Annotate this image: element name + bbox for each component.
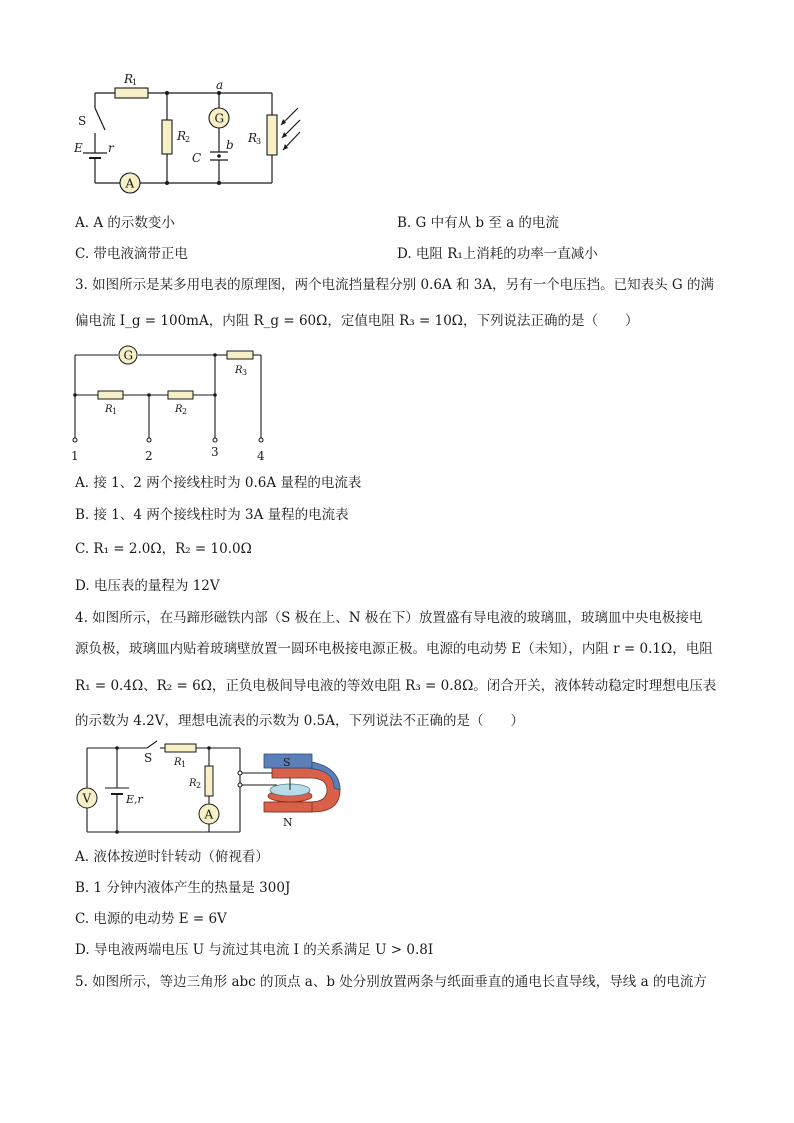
q3-label-r3-sub: 3 <box>242 368 248 377</box>
q3-label-r1-sub: 1 <box>112 407 118 416</box>
q2-resistor-r3 <box>267 115 277 155</box>
q4-stem-line4: 的示数为 4.2V，理想电流表的示数为 0.5A，下列说法不正确的是（ ） <box>75 713 525 729</box>
q4-option-a: A. 液体按逆时针转动（俯视看） <box>75 849 269 865</box>
q2-label-r1: R <box>124 72 134 86</box>
q3-resistor-r2 <box>168 391 193 399</box>
q2-label-b: b <box>226 138 234 152</box>
q3-label-r1: R <box>105 404 113 415</box>
q4-option-d: D. 导电液两端电压 U 与流过其电流 I 的关系满足 U > 0.8I <box>75 942 434 958</box>
q2-option-a: A. A 的示数变小 <box>75 215 175 231</box>
q2-label-r2-sub: 2 <box>185 135 191 144</box>
q3-resistor-r1 <box>98 391 123 399</box>
q3-terminal-1: 1 <box>71 449 79 463</box>
q4-horseshoe-magnet <box>264 754 340 812</box>
q3-terminal-4: 4 <box>257 449 265 463</box>
q3-option-c: C. R₁ = 2.0Ω，R₂ = 10.0Ω <box>75 541 252 557</box>
q3-terminal-2: 2 <box>145 449 153 463</box>
q2-label-r: r <box>108 141 114 155</box>
q4-label-r1: R <box>174 757 182 768</box>
q2-label-e: E <box>74 141 83 155</box>
q2-label-s: S <box>78 114 87 128</box>
q3-circuit-figure <box>65 340 275 465</box>
q4-label-magnet-n: N <box>283 816 293 829</box>
q2-label-ammeter: A <box>125 176 135 191</box>
q2-option-c: C. 带电液滴带正电 <box>75 246 188 262</box>
q2-option-b: B. G 中有从 b 至 a 的电流 <box>397 215 559 231</box>
q3-label-r2-sub: 2 <box>182 407 188 416</box>
q3-stem-line1: 3. 如图所示是某多用电表的原理图，两个电流挡量程分别 0.6A 和 3A，另有一个电压挡。已知表头 G 的满 <box>75 277 714 293</box>
q3-label-g: G <box>123 348 134 363</box>
q3-resistor-r3 <box>227 351 253 359</box>
q4-magnet-circuit-figure <box>72 738 342 838</box>
q3-option-d: D. 电压表的量程为 12V <box>75 578 220 594</box>
q2-label-r2: R <box>177 129 187 143</box>
q4-label-a: A <box>204 807 214 822</box>
q4-stem-line1: 4. 如图所示，在马蹄形磁铁内部（S 极在上、N 极在下）放置盛有导电液的玻璃皿，玻璃皿中央电极接电 <box>75 610 703 626</box>
q3-option-b: B. 接 1、4 两个接线柱时为 3A 量程的电流表 <box>75 507 349 523</box>
q4-label-r2-sub: 2 <box>196 781 202 790</box>
q4-option-b: B. 1 分钟内液体产生的热量是 300J <box>75 880 291 896</box>
q2-circuit-figure <box>70 70 310 195</box>
q4-label-er: E,r <box>126 793 143 806</box>
q2-label-a: a <box>216 78 224 92</box>
q3-option-a: A. 接 1、2 两个接线柱时为 0.6A 量程的电流表 <box>75 475 362 491</box>
q4-label-r2: R <box>189 778 197 789</box>
q2-label-c: C <box>192 151 202 165</box>
q4-stem-line2: 源负极，玻璃皿内贴着玻璃壁放置一圆环电极接电源正极。电源的电动势 E（未知），内阻 r = 0.1Ω，电阻 <box>75 641 713 657</box>
q3-stem-line2: 偏电流 I_g = 100mA，内阻 R_g = 60Ω，定值电阻 R₃ = 10Ω，下列说法正确的是（ ） <box>75 313 639 329</box>
q2-label-r3: R <box>248 131 258 145</box>
q2-option-d: D. 电阻 R₁上消耗的功率一直减小 <box>397 246 598 262</box>
q4-label-s: S <box>144 751 153 765</box>
q2-label-r3-sub: 3 <box>256 137 262 146</box>
q3-terminal-3: 3 <box>211 445 219 459</box>
q4-label-magnet-s: S <box>283 756 291 769</box>
q4-resistor-r2 <box>205 766 213 796</box>
q3-label-r3: R <box>235 365 243 376</box>
q2-resistor-r1 <box>115 88 148 98</box>
q3-label-r2: R <box>175 404 183 415</box>
q4-label-v: V <box>82 791 92 806</box>
q2-resistor-r2 <box>162 120 172 154</box>
q4-resistor-r1 <box>165 744 196 752</box>
q5-stem-line1: 5. 如图所示，等边三角形 abc 的顶点 a、b 处分别放置两条与纸面垂直的通电长直导线，导线 a 的电流方 <box>75 974 707 990</box>
q4-label-r1-sub: 1 <box>181 760 187 769</box>
q2-label-g: G <box>214 111 225 126</box>
q4-option-c: C. 电源的电动势 E = 6V <box>75 911 227 927</box>
q4-stem-line3: R₁ = 0.4Ω、R₂ = 6Ω，正负电极间导电液的等效电阻 R₃ = 0.8Ω。闭合开关，液体转动稳定时理想电压表 <box>75 678 717 694</box>
q2-label-r1-sub: 1 <box>132 78 138 87</box>
